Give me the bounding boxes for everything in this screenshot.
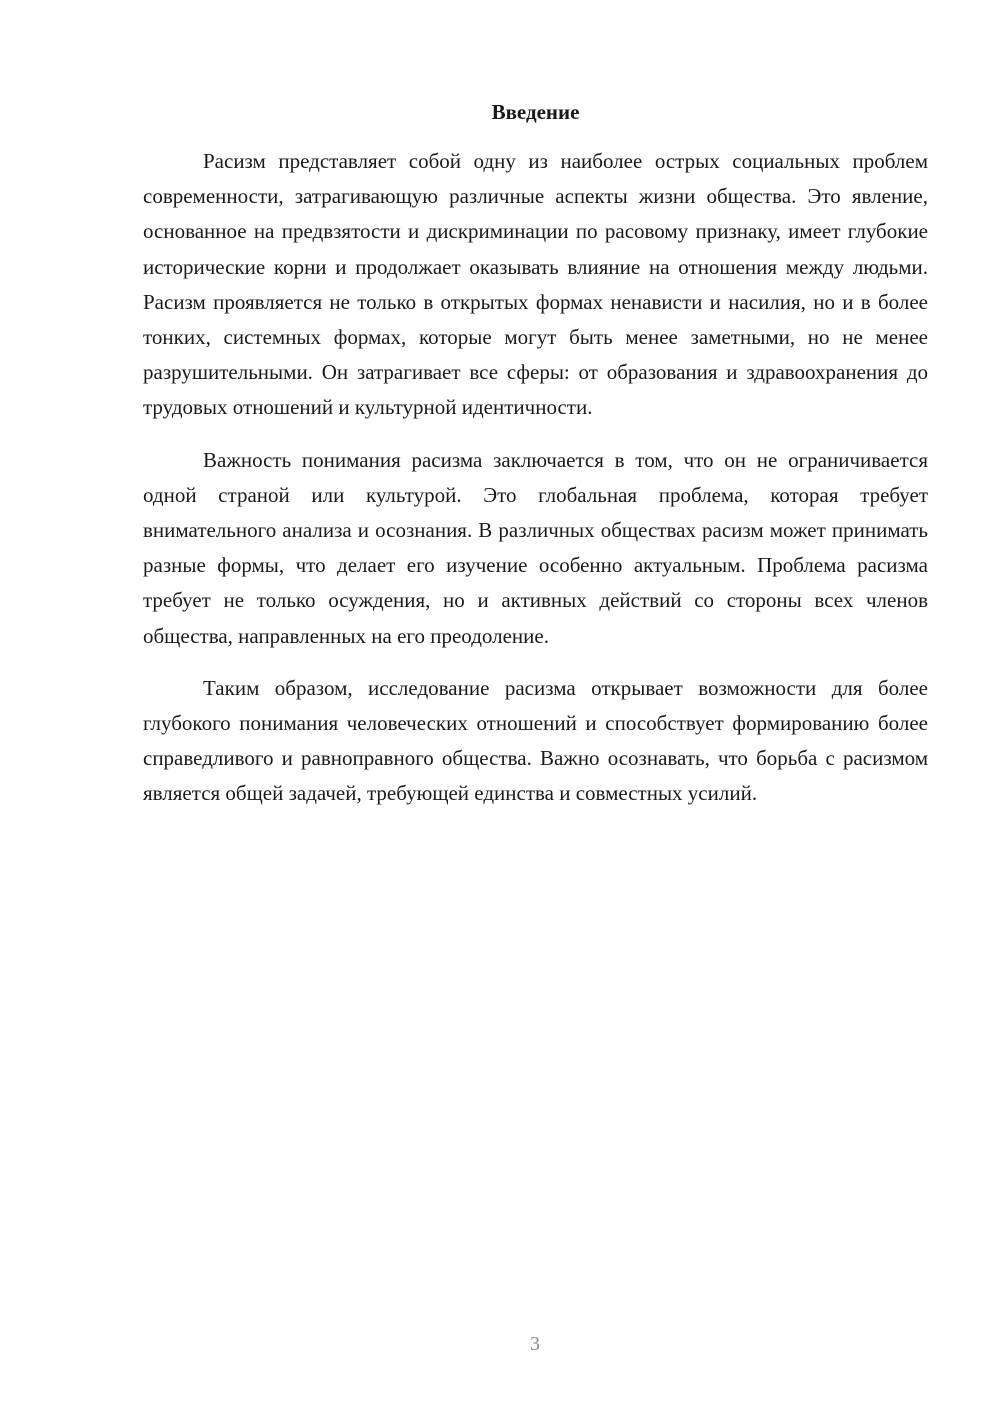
paragraph-3: Таким образом, исследование расизма открывает возможности для более глубокого понимания человеческих отношений и способствует формированию более справедливого и равноправного общества. Важно осознавать, что борьба с расизмом является общей задачей, требующей единства и совместных усилий.	[143, 675, 928, 806]
page-number: 3	[530, 1333, 540, 1355]
document-body	[143, 96, 928, 829]
paragraph-2: Важность понимания расизма заключается в том, что он не ограничивается одной страной или культурой. Это глобальная проблема, которая требует внимательного анализа и осознания. В различных обществах расизм может принимать разные формы, что делает его изучение особенно актуальным. Проблема расизма требует не только осуждения, но и активных действий со стороны всех членов общества, направленных на его преодоление.	[143, 447, 928, 648]
section-title: Введение	[491, 100, 580, 124]
paragraph-1: Расизм представляет собой одну из наиболее острых социальных проблем современности, затрагивающую различные аспекты жизни общества. Это явление, основанное на предвзятости и дискриминации по расовому признаку, имеет глубокие исторические корни и продолжает оказывать влияние на отношения между людьми. Расизм проявляется не только в открытых формах ненависти и насилия, но и в более тонких, системных формах, которые могут быть менее заметными, но не менее разрушительными. Он затрагивает все сферы: от образования и здравоохранения до трудовых отношений и культурной идентичности.	[143, 149, 928, 420]
